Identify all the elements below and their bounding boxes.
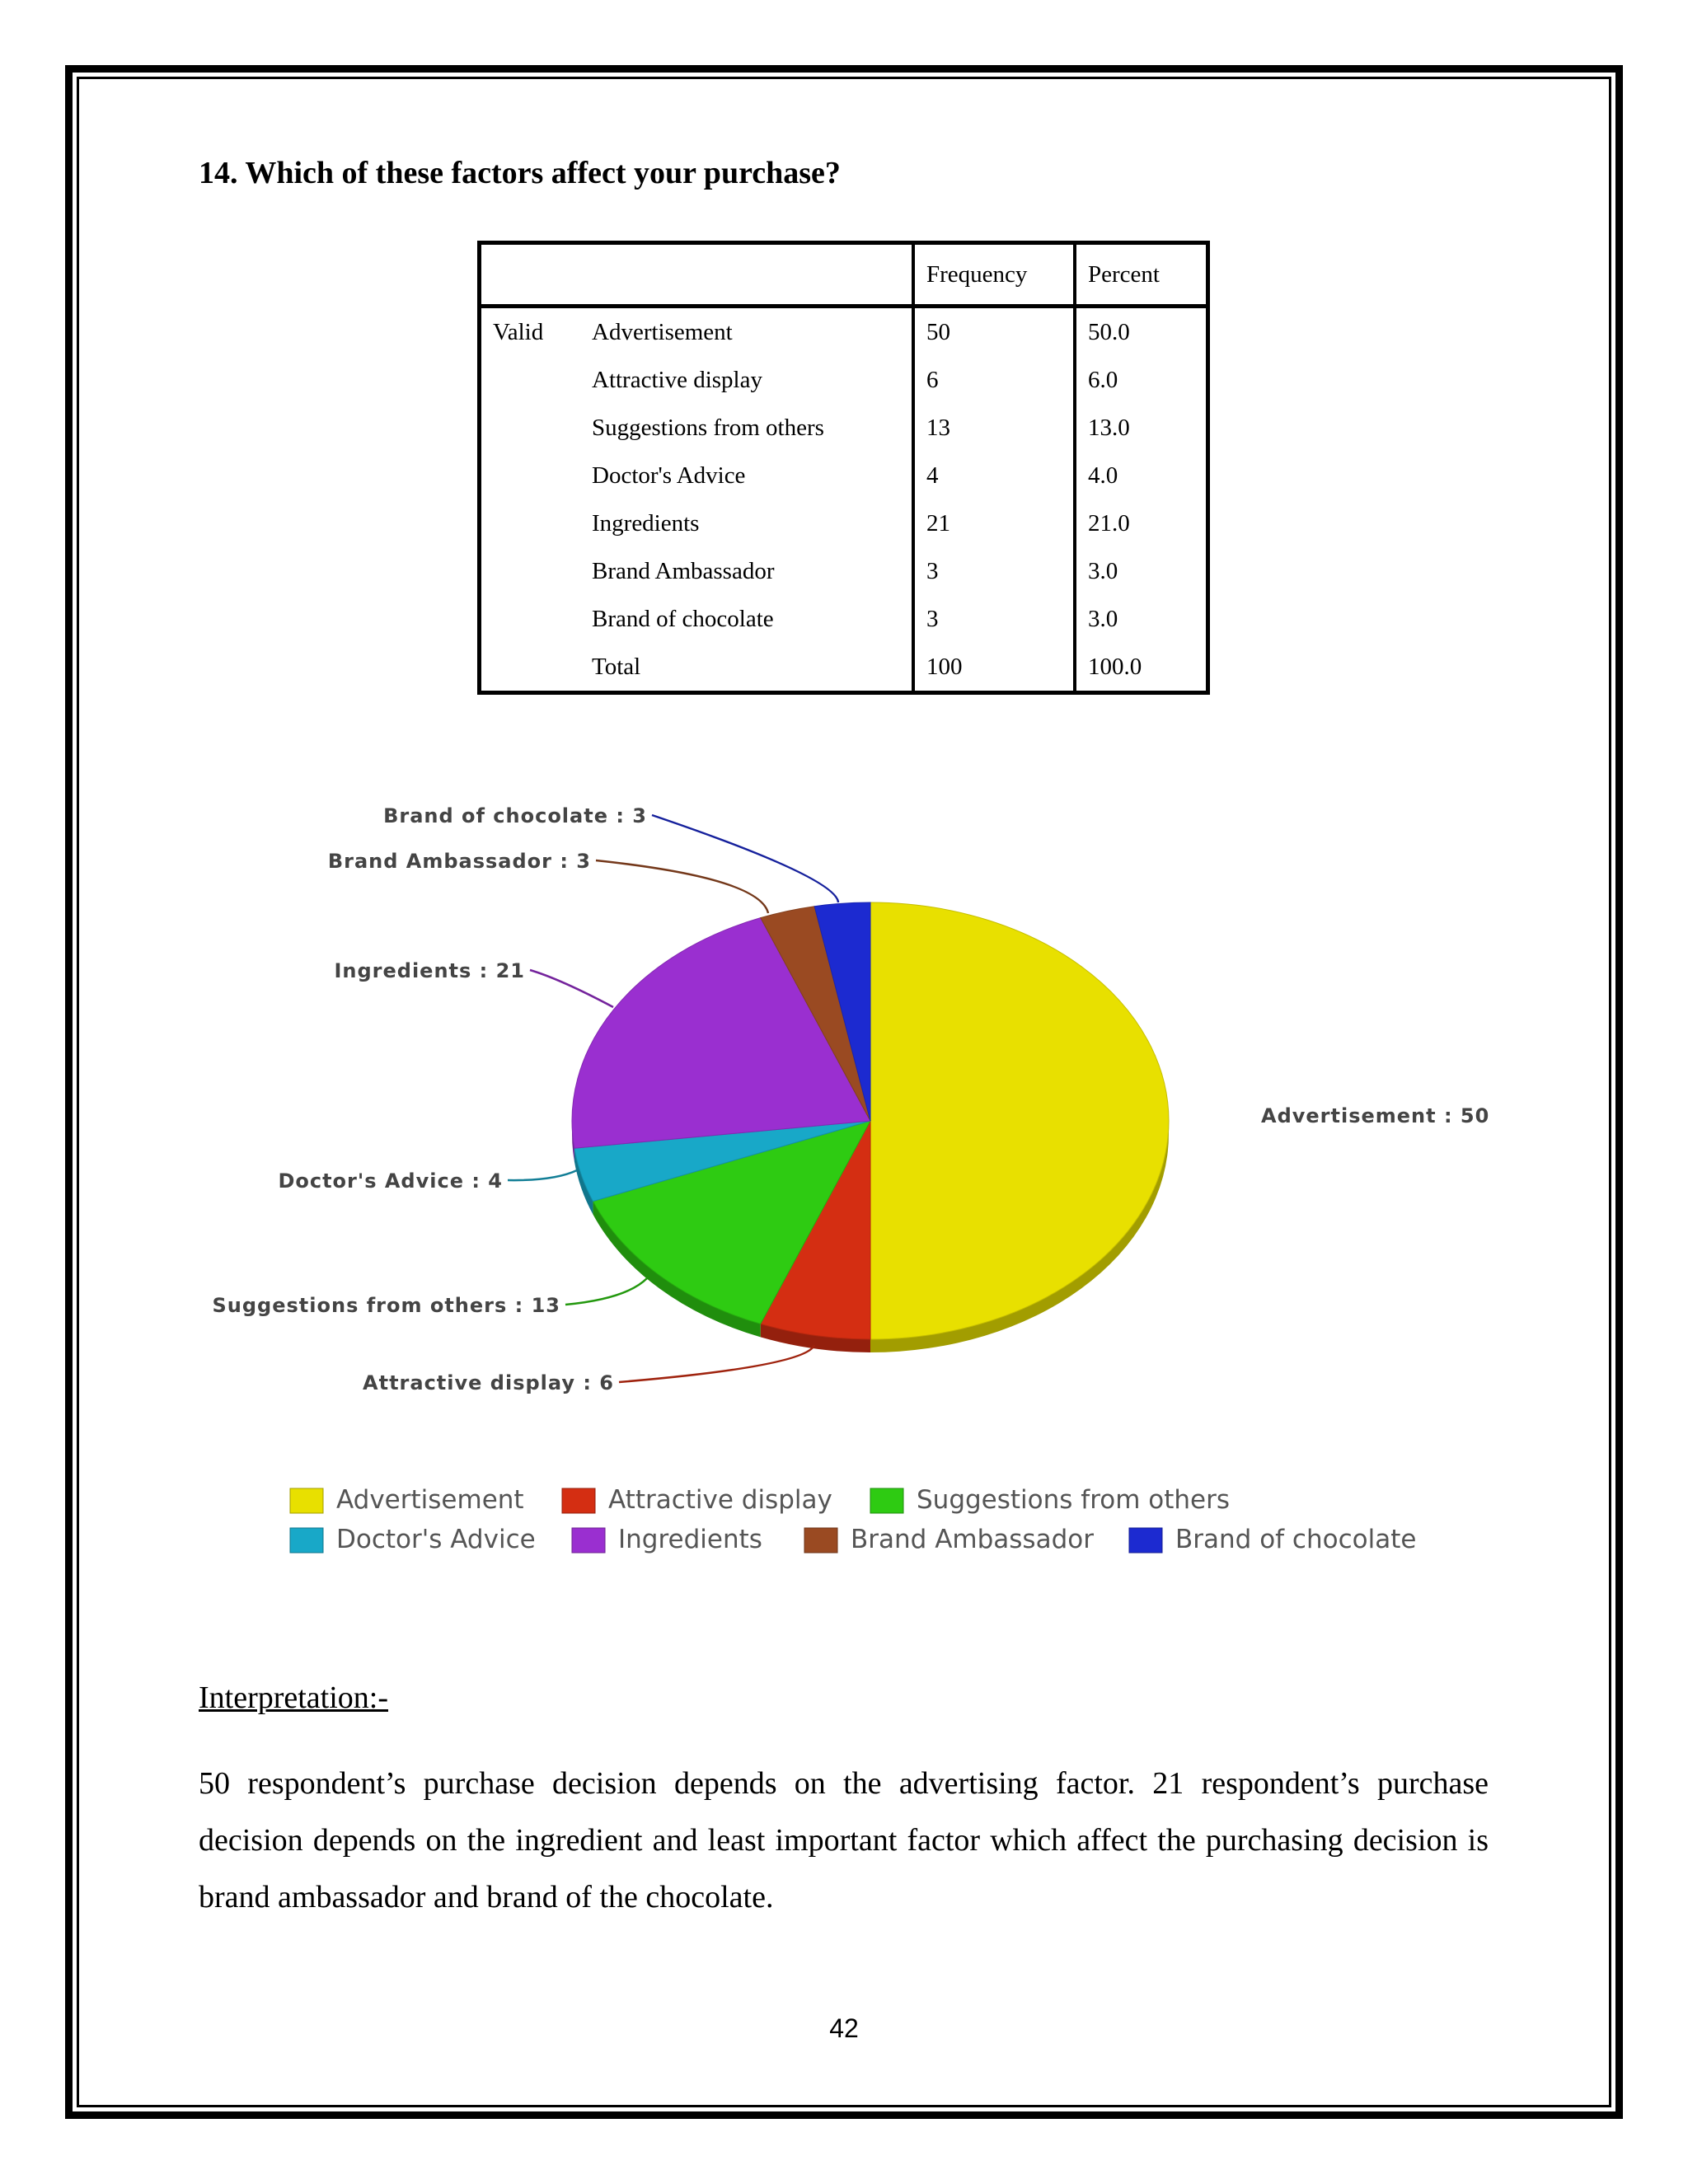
legend-swatch — [1129, 1528, 1162, 1553]
table-group-label — [480, 547, 581, 595]
legend-entry: Doctor's Advice — [336, 1525, 536, 1554]
slice-label: Attractive display : 6 — [363, 1371, 614, 1394]
table-cell-percent: 13.0 — [1088, 414, 1130, 441]
table-cell-frequency: 21 — [913, 499, 1075, 547]
legend-swatch — [290, 1488, 323, 1513]
table-row — [480, 547, 1208, 595]
callout-line — [508, 1170, 577, 1180]
table-cell-frequency: 13 — [913, 404, 1075, 452]
table-header-percent: Percent — [1075, 243, 1208, 307]
table-cell-label: Total — [592, 653, 641, 680]
callout-line — [565, 1278, 647, 1305]
table-cell-label: Brand Ambassador — [592, 557, 775, 584]
table-cell-label: Ingredients — [592, 509, 700, 537]
legend-swatch — [870, 1488, 903, 1513]
table-cell-frequency: 100 — [913, 643, 1075, 693]
table-group-label — [480, 404, 581, 452]
table-header-row — [480, 243, 1208, 307]
slice-label: Brand of chocolate : 3 — [383, 804, 647, 827]
pie-slice — [870, 902, 1169, 1339]
slice-label: Brand Ambassador : 3 — [327, 850, 591, 873]
table-group-label — [480, 595, 581, 643]
legend-entry: Brand of chocolate — [1175, 1525, 1417, 1554]
legend-swatch — [572, 1528, 605, 1553]
table-cell-percent: 100.0 — [1088, 653, 1142, 680]
table-row — [480, 356, 1208, 404]
table-cell-frequency: 3 — [913, 547, 1075, 595]
legend-swatch — [290, 1528, 323, 1553]
table-row — [480, 452, 1208, 499]
table-cell-percent: 3.0 — [1088, 557, 1118, 584]
interpretation-title: Interpretation:- — [199, 1680, 389, 1715]
frequency-table — [477, 241, 1210, 695]
table-cell-label: Attractive display — [592, 366, 762, 393]
slice-label: Advertisement : 50 — [1261, 1104, 1490, 1127]
table-row — [480, 404, 1208, 452]
table-cell-percent: 50.0 — [1088, 318, 1130, 345]
slice-label: Suggestions from others : 13 — [212, 1294, 560, 1317]
table-group-label — [480, 452, 581, 499]
legend-entry: Suggestions from others — [917, 1485, 1231, 1515]
callout-line — [619, 1345, 814, 1382]
table-group-label — [480, 356, 581, 404]
legend-swatch — [804, 1528, 837, 1553]
table-cell-percent: 21.0 — [1088, 509, 1130, 537]
table-row — [480, 499, 1208, 547]
slice-label: Ingredients : 21 — [334, 959, 525, 982]
table-row — [480, 643, 1208, 693]
interpretation-text: 50 respondent’s purchase decision depends on the advertising factor. 21 respondent’s purchase decision depends on the ingredient and least important factor which affect the purchasing decision is brand ambassador and brand of the chocolate. — [199, 1766, 1489, 1915]
table-cell-percent: 6.0 — [1088, 366, 1118, 393]
callout-line — [652, 815, 838, 902]
slice-label: Doctor's Advice : 4 — [278, 1169, 503, 1193]
legend-swatch — [562, 1488, 595, 1513]
table-cell-label: Suggestions from others — [592, 414, 824, 441]
callout-line — [596, 860, 768, 913]
table-cell-frequency: 50 — [913, 307, 1075, 357]
legend-entry: Advertisement — [336, 1485, 524, 1515]
question-heading: 14. Which of these factors affect your purchase? — [199, 156, 841, 190]
table-header-frequency: Frequency — [913, 243, 1075, 307]
page-number: 42 — [829, 2013, 859, 2043]
table-group-label — [480, 499, 581, 547]
table-cell-label: Advertisement — [592, 318, 733, 345]
table-row — [480, 595, 1208, 643]
table-cell-percent: 4.0 — [1088, 462, 1118, 489]
legend-entry: Brand Ambassador — [851, 1525, 1094, 1554]
table-cell-frequency: 4 — [913, 452, 1075, 499]
callout-line — [530, 970, 613, 1007]
table-group-label: Valid — [493, 318, 544, 345]
table-cell-label: Brand of chocolate — [592, 605, 774, 632]
table-cell-label: Doctor's Advice — [592, 462, 746, 489]
table-row — [480, 307, 1208, 357]
table-group-label — [480, 643, 581, 693]
table-cell-frequency: 6 — [913, 356, 1075, 404]
table-cell-percent: 3.0 — [1088, 605, 1118, 632]
legend-entry: Attractive display — [608, 1485, 832, 1515]
table-header-blank — [480, 243, 914, 307]
pie-chart — [198, 766, 1517, 1599]
legend-entry: Ingredients — [618, 1525, 762, 1554]
table-cell-frequency: 3 — [913, 595, 1075, 643]
